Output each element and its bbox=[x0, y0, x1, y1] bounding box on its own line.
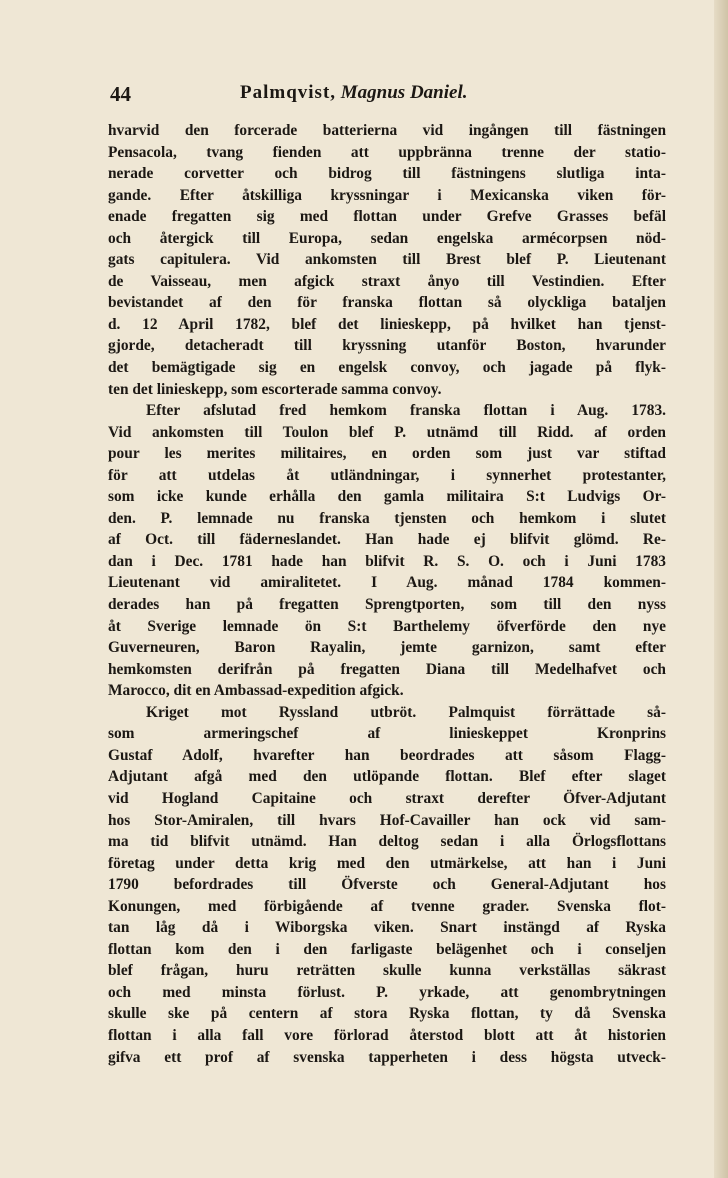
text-line: Gustaf Adolf, hvarefter han beordrades att såsom Flagg- bbox=[108, 746, 666, 764]
text-line: Vid ankomsten till Toulon blef P. utnämd till Ridd. af orden bbox=[108, 423, 666, 441]
text-line: d. 12 April 1782, blef det linieskepp, på hvilket han tjenst- bbox=[108, 315, 666, 333]
text-line: Efter afslutad fred hemkom franska flottan i Aug. 1783. bbox=[146, 402, 666, 420]
text-line: de Vaisseau, men afgick straxt ånyo till Vestindien. Efter bbox=[108, 272, 666, 290]
page-number: 44 bbox=[110, 82, 131, 106]
text-line: Adjutant afgå med den utlöpande flottan. Blef efter slaget bbox=[108, 768, 666, 786]
running-title bbox=[240, 82, 467, 104]
text-line: tan låg då i Wiborgska viken. Snart instängd af Ryska bbox=[108, 919, 666, 937]
text-line: gats capitulera. Vid ankomsten till Brest blef P. Lieutenant bbox=[108, 251, 666, 269]
text-line: Lieutenant vid amiralitetet. I Aug. månad 1784 kommen- bbox=[108, 574, 666, 592]
text-line: Kriget mot Ryssland utbröt. Palmquist förrättade så- bbox=[146, 703, 666, 721]
text-line: gande. Efter åtskilliga kryssningar i Mexicanska viken för- bbox=[108, 186, 666, 204]
text-line: gjorde, detacheradt till kryssning utanför Boston, hvarunder bbox=[108, 337, 666, 355]
text-line: hvarvid den forcerade batterierna vid ingången till fästningen bbox=[108, 122, 666, 139]
text-line: enade fregatten sig med flottan under Grefve Grasses befäl bbox=[108, 208, 666, 226]
text-line: som icke kunde erhålla den gamla militaira S:t Ludvigs Or- bbox=[108, 488, 666, 506]
text-line: ten det linieskepp, som escorterade samma convoy. bbox=[108, 380, 442, 398]
text-line: dan i Dec. 1781 hade han blifvit R. S. O. och i Juni 1783 bbox=[108, 552, 666, 570]
text-line: gifva ett prof af svenska tapperheten i dess högsta utveck- bbox=[108, 1048, 666, 1066]
text-line: företag under detta krig med den utmärkelse, att han i Juni bbox=[108, 854, 666, 872]
text-line: 1790 befordrades till Öfverste och General-Adjutant hos bbox=[108, 876, 666, 894]
text-line: hemkomsten derifrån på fregatten Diana till Medelhafvet och bbox=[108, 660, 666, 678]
running-title-italic: Magnus Daniel. bbox=[340, 82, 468, 103]
text-line: flottan i alla fall vore förlorad återstod blott att åt historien bbox=[108, 1026, 666, 1044]
text-line: och återgick till Europa, sedan engelska armécorpsen nöd- bbox=[108, 229, 666, 247]
text-line: Marocco, dit en Ambassad-expedition afgick. bbox=[108, 682, 404, 700]
text-line: åt Sverige lemnade ön S:t Barthelemy öfverförde den nye bbox=[108, 617, 666, 635]
text-line: hos Stor-Amiralen, till hvars Hof-Cavailler han ock vid sam- bbox=[108, 811, 666, 829]
text-line: det bemägtigade sig en engelsk convoy, och jagade på flyk- bbox=[108, 359, 666, 377]
text-line: den. P. lemnade nu franska tjensten och hemkom i slutet bbox=[108, 509, 666, 527]
text-line: Konungen, med förbigående af tvenne grader. Svenska flot- bbox=[108, 897, 666, 915]
text-line: skulle ske på centern af stora Ryska flottan, ty då Svenska bbox=[108, 1005, 666, 1023]
text-line: derades han på fregatten Sprengtporten, som till den nyss bbox=[108, 596, 666, 614]
running-header bbox=[110, 82, 650, 112]
text-line: bevistandet af den för franska flottan så olyckliga bataljen bbox=[108, 294, 666, 312]
text-line: Guverneuren, Baron Rayalin, jemte garnizon, samt efter bbox=[108, 639, 666, 657]
text-line: som armeringschef af linieskeppet Kronprins bbox=[108, 725, 666, 743]
body-text bbox=[108, 120, 666, 1068]
text-line: för att utdelas åt utländningar, i synnerhet protestanter, bbox=[108, 466, 666, 484]
text-line: flottan kom den i den farligaste belägenhet och i conseljen bbox=[108, 940, 666, 958]
text-line: och med minsta förlust. P. yrkade, att genombrytningen bbox=[108, 983, 666, 1001]
text-line: Pensacola, tvang fienden att uppbränna trenne der statio- bbox=[108, 143, 666, 161]
text-line: ma tid blifvit utnämd. Han deltog sedan i alla Örlogsflottans bbox=[108, 833, 666, 851]
text-line: blef frågan, huru reträtten skulle kunna verkställas säkrast bbox=[108, 962, 666, 980]
text-line: af Oct. till fäderneslandet. Han hade ej blifvit glömd. Re- bbox=[108, 531, 666, 549]
text-line: vid Hogland Capitaine och straxt derefter Öfver-Adjutant bbox=[108, 789, 666, 807]
running-title-name: Palmqvist, bbox=[240, 82, 337, 103]
page-edge bbox=[714, 0, 728, 1178]
text-line: pour les merites militaires, en orden som just var stiftad bbox=[108, 445, 666, 463]
text-line: nerade corvetter och bidrog till fästningens slutliga inta- bbox=[108, 165, 666, 183]
